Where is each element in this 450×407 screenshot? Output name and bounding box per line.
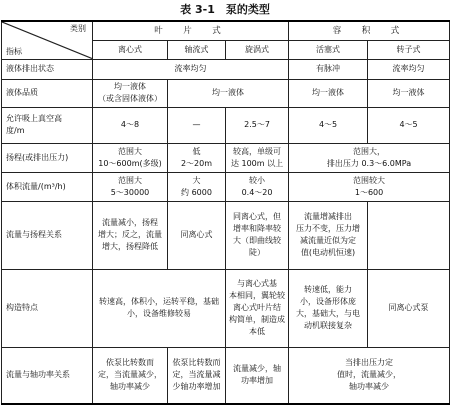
group-header-positive: 容 积 式 <box>289 21 450 40</box>
cell-line: 度/m <box>6 126 25 135</box>
cell-head-axial <box>168 143 226 172</box>
cell-line: 转速高，体积小，运转平稳，基础 <box>99 297 219 306</box>
cell-line: 功率增加 <box>241 376 274 386</box>
cell-flowhead-vortex <box>226 201 289 269</box>
cell-structure-piston <box>289 269 368 347</box>
cell-line: 陡） <box>249 248 266 257</box>
cell-discharge-rotor: 流率均匀 <box>368 59 450 79</box>
cell-structure-impeller <box>93 269 226 347</box>
cell-line: 范围大 <box>118 146 142 156</box>
col-header-centrifugal: 离心式 <box>93 40 168 59</box>
row-label-suction <box>2 107 93 143</box>
cell-line: 当排出压力定 <box>345 358 394 368</box>
cell-line: （或含固体液体） <box>98 94 162 103</box>
cell-line: 依泵比转数而 <box>172 358 221 368</box>
table-row <box>2 172 450 201</box>
cell-line: 值时，流量减少， <box>337 370 402 380</box>
cell-line: 允许吸上真空高 <box>6 114 62 123</box>
cell-line: 构简单，制造成 <box>229 315 286 324</box>
row-label-structure: 构造特点 <box>2 269 93 347</box>
cell-flowhead-axial: 同离心式 <box>168 201 226 269</box>
corner-header-cell <box>2 21 93 59</box>
cell-flowhead-rotor <box>368 201 450 269</box>
cell-liquid-centrifugal <box>93 79 168 107</box>
cell-line: 较高，单级可 <box>233 146 282 156</box>
table-row <box>2 201 450 269</box>
cell-liquid-rotor: 均一液体 <box>368 79 450 107</box>
table-row <box>2 347 450 404</box>
row-label-head: 扬程(或排出压力) <box>2 143 93 172</box>
table-row <box>2 269 450 347</box>
cell-line: 约 6000 <box>181 187 212 197</box>
cell-line: 动机联接复杂 <box>304 321 353 330</box>
cell-line: 10～600m(多级) <box>98 158 162 168</box>
table-row <box>2 79 450 107</box>
cell-flow-centrifugal <box>93 172 168 201</box>
cell-line: 大 <box>192 175 201 185</box>
cell-line: 与离心式基 <box>237 279 278 288</box>
row-label-flow-head: 流量与扬程关系 <box>2 201 93 269</box>
cell-head-vortex <box>226 143 289 172</box>
cell-flowhead-centrifugal <box>93 201 168 269</box>
cell-structure-rotor: 同离心式泵 <box>368 269 450 347</box>
cell-line: 依泵比转数而 <box>106 358 154 368</box>
cell-line: 转速低，能力 <box>304 285 353 294</box>
row-label-flow-power: 流量与轴功率关系 <box>2 347 93 404</box>
cell-suction-rotor: 4～5 <box>368 107 450 143</box>
cell-liquid-piston: 均一液体 <box>289 79 368 107</box>
cell-line: 本相同，翼轮较 <box>229 291 286 300</box>
cell-line: 大（即曲线较 <box>233 236 282 245</box>
col-header-vortex: 旋涡式 <box>226 40 289 59</box>
cell-line: 流量减小，扬程 <box>102 218 158 227</box>
cell-line: 均一液体 <box>114 82 146 91</box>
cell-line: 2～20m <box>180 158 213 168</box>
cell-discharge-piston: 有脉冲 <box>289 59 368 79</box>
cell-line: 较小 <box>249 175 266 185</box>
cell-line: 范围较大 <box>353 175 386 185</box>
cell-head-centrifugal <box>93 143 168 172</box>
cell-line: 少轴功率增加 <box>172 382 221 392</box>
cell-discharge-impeller: 流率均匀 <box>93 59 289 79</box>
cell-line: 离心式叶片结 <box>233 303 282 312</box>
cell-line: 同离心式，但 <box>233 212 282 221</box>
col-header-piston: 活塞式 <box>289 40 368 59</box>
cell-structure-vortex <box>226 269 289 347</box>
cell-line: 范围大， <box>353 146 386 156</box>
cell-flowhead-piston <box>289 201 368 269</box>
table-row <box>2 107 450 143</box>
cell-line: 1～600 <box>354 187 384 197</box>
cell-line: 值(电动机恒速) <box>300 248 356 257</box>
cell-flowpower-axial <box>168 347 226 404</box>
cell-line: 本低 <box>249 327 266 336</box>
col-header-rotor: 转子式 <box>368 40 450 59</box>
cell-line: 减流量近似为定 <box>300 236 357 245</box>
row-label-discharge: 液体排出状态 <box>2 59 93 79</box>
cell-line: 轴功率减少 <box>349 382 390 392</box>
cell-line: 排出压力 0.3～6.0MPa <box>326 158 412 168</box>
cell-suction-vortex: 2.5～7 <box>226 107 289 143</box>
cell-line: 小，设备维修较易 <box>127 309 191 318</box>
cell-liquid-axial-vortex: 均一液体 <box>168 79 289 107</box>
table-row <box>2 59 450 79</box>
cell-line: 大，基础大，与电 <box>296 309 361 318</box>
cell-line: 5～30000 <box>110 187 150 197</box>
row-label-flow: 体积流量/(m³/h) <box>2 172 93 201</box>
cell-line: 流量减少，轴 <box>233 364 282 374</box>
table-row <box>2 143 450 172</box>
cell-line: 定，当流量减 <box>172 370 221 380</box>
cell-flowpower-vortex <box>226 347 289 404</box>
corner-label-category: 类别 <box>70 24 86 33</box>
cell-line: 增率和降率较 <box>233 224 282 233</box>
cell-line: 流量增减排出 <box>304 212 353 221</box>
cell-line: 压力不变，压力增 <box>296 224 361 233</box>
cell-line: 增大；反之，流量 <box>98 230 162 239</box>
cell-flow-positive <box>289 172 450 201</box>
table-title: 表 3-1 泵的类型 <box>180 3 270 16</box>
cell-suction-piston: 4～5 <box>289 107 368 143</box>
cell-suction-centrifugal: 4～8 <box>93 107 168 143</box>
cell-line: 达 100m 以上 <box>230 158 284 168</box>
cell-line: 小，设备形体庞 <box>300 297 357 306</box>
cell-flow-vortex <box>226 172 289 201</box>
pump-types-table <box>1 20 450 405</box>
cell-line: 范围大 <box>118 175 142 185</box>
row-label-liquid: 液体品质 <box>2 79 93 107</box>
cell-flowpower-positive <box>289 347 450 404</box>
cell-flowpower-centrifugal <box>93 347 168 404</box>
group-header-impeller: 叶 片 式 <box>93 21 289 40</box>
cell-flow-axial <box>168 172 226 201</box>
cell-head-positive <box>289 143 450 172</box>
cell-line: 轴功率减少 <box>110 382 150 392</box>
cell-line: 定，当流量减少， <box>98 370 162 380</box>
corner-label-indicator: 指标 <box>6 46 22 56</box>
cell-suction-axial: — <box>168 107 226 143</box>
cell-line: 增大，扬程降低 <box>102 242 158 251</box>
col-header-axial: 轴流式 <box>168 40 226 59</box>
cell-line: 0.4～20 <box>241 187 273 197</box>
cell-line: 低 <box>192 146 201 156</box>
